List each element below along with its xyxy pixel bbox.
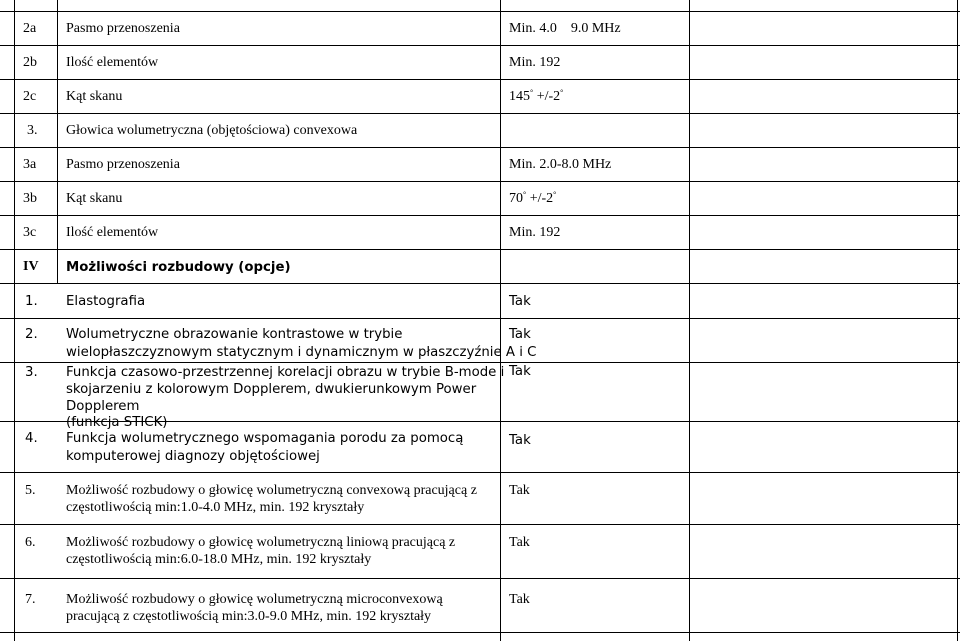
row-value: Min. 2.0-8.0 MHz <box>509 157 612 172</box>
column-divider <box>500 0 501 641</box>
row-divider <box>0 79 960 80</box>
row-label: Pasmo przenoszenia <box>66 21 180 36</box>
degree-mark: ° <box>530 88 534 97</box>
row-value <box>509 190 556 208</box>
option-number: 4. <box>25 431 38 446</box>
option-number: 2. <box>25 327 38 342</box>
option-label: Elastografia <box>66 294 146 309</box>
row-label: Ilość elementów <box>66 225 159 240</box>
row-value: Min. 4.0 9.0 MHz <box>509 21 621 36</box>
option-number: 1. <box>25 294 38 309</box>
option-description-line: skojarzeniu z kolorowym Dopplerem, dwukierunkowym Power <box>66 382 477 397</box>
row-divider <box>0 249 960 250</box>
column-divider <box>14 0 15 641</box>
row-divider <box>0 181 960 182</box>
option-description-line: (funkcja STICK) <box>66 415 168 430</box>
section-title: Możliwości rozbudowy (opcje) <box>66 260 291 275</box>
option-value: Tak <box>509 364 531 379</box>
row-divider <box>0 524 960 525</box>
option-description-line: Funkcja wolumetrycznego wspomagania porodu za pomocą <box>66 431 464 446</box>
column-divider <box>957 0 958 641</box>
degree-mark: ° <box>560 88 564 97</box>
row-number: 3a <box>23 157 37 172</box>
degree-mark: ° <box>523 190 527 199</box>
row-label: Ilość elementów <box>66 55 159 70</box>
row-value <box>509 88 563 106</box>
row-number: 3b <box>23 191 37 206</box>
option-number: 3. <box>25 365 38 380</box>
option-number: 5. <box>25 483 36 498</box>
option-description-line: wielopłaszczyznowym statycznym i dynamicznym w płaszczyźnie A i C <box>66 345 537 360</box>
row-divider <box>0 215 960 216</box>
option-value: Tak <box>509 294 531 309</box>
row-label: Kąt skanu <box>66 89 123 104</box>
option-number: 6. <box>25 535 36 550</box>
degree-mark: ° <box>553 190 557 199</box>
section-number: IV <box>23 259 39 274</box>
row-divider <box>0 632 960 633</box>
row-label: Kąt skanu <box>66 191 123 206</box>
row-divider <box>0 147 960 148</box>
option-description-line: Możliwość rozbudowy o głowicę wolumetryczną microconvexową <box>66 592 443 607</box>
row-number: 3. <box>27 123 38 138</box>
row-number: 2b <box>23 55 37 70</box>
row-divider <box>0 362 960 363</box>
row-divider <box>0 283 960 284</box>
value-number: 70 <box>509 191 523 206</box>
option-description-line: Wolumetryczne obrazowanie kontrastowe w trybie <box>66 327 403 342</box>
column-divider <box>57 0 58 283</box>
row-label: Głowica wolumetryczna (objętościowa) convexowa <box>66 123 358 138</box>
row-number: 2a <box>23 21 37 36</box>
column-divider <box>689 0 690 641</box>
row-divider <box>0 45 960 46</box>
option-description-line: pracującą z częstotliwością min:3.0-9.0 MHz, min. 192 kryształy <box>66 609 432 624</box>
option-description-line: Możliwość rozbudowy o głowicę wolumetryczną liniową pracującą z <box>66 535 456 550</box>
option-description-line: Funkcja czasowo-przestrzennej korelacji obrazu w trybie B-mode i <box>66 365 505 380</box>
option-description-line: częstotliwością min:6.0-18.0 MHz, min. 192 kryształy <box>66 552 372 567</box>
option-value: Tak <box>509 327 531 342</box>
row-divider <box>0 472 960 473</box>
row-divider <box>0 113 960 114</box>
value-tolerance: +/-2 <box>536 89 561 104</box>
option-value: Tak <box>509 535 530 550</box>
option-value: Tak <box>509 433 531 448</box>
value-tolerance: +/-2 <box>529 191 554 206</box>
row-number: 2c <box>23 89 37 104</box>
value-number: 145 <box>509 89 530 104</box>
row-divider <box>0 578 960 579</box>
option-value: Tak <box>509 483 530 498</box>
option-number: 7. <box>25 592 36 607</box>
row-label: Pasmo przenoszenia <box>66 157 180 172</box>
option-value: Tak <box>509 592 530 607</box>
row-divider <box>0 11 960 12</box>
option-description-line: Możliwość rozbudowy o głowicę wolumetryczną convexową pracującą z <box>66 483 477 498</box>
option-description-line: Dopplerem <box>66 399 140 414</box>
option-description-line: komputerowej diagnozy objętościowej <box>66 449 320 464</box>
row-value: Min. 192 <box>509 225 561 240</box>
row-divider <box>0 318 960 319</box>
option-description-line: częstotliwością min:1.0-4.0 MHz, min. 192 kryształy <box>66 500 365 515</box>
row-value: Min. 192 <box>509 55 561 70</box>
row-number: 3c <box>23 225 37 240</box>
